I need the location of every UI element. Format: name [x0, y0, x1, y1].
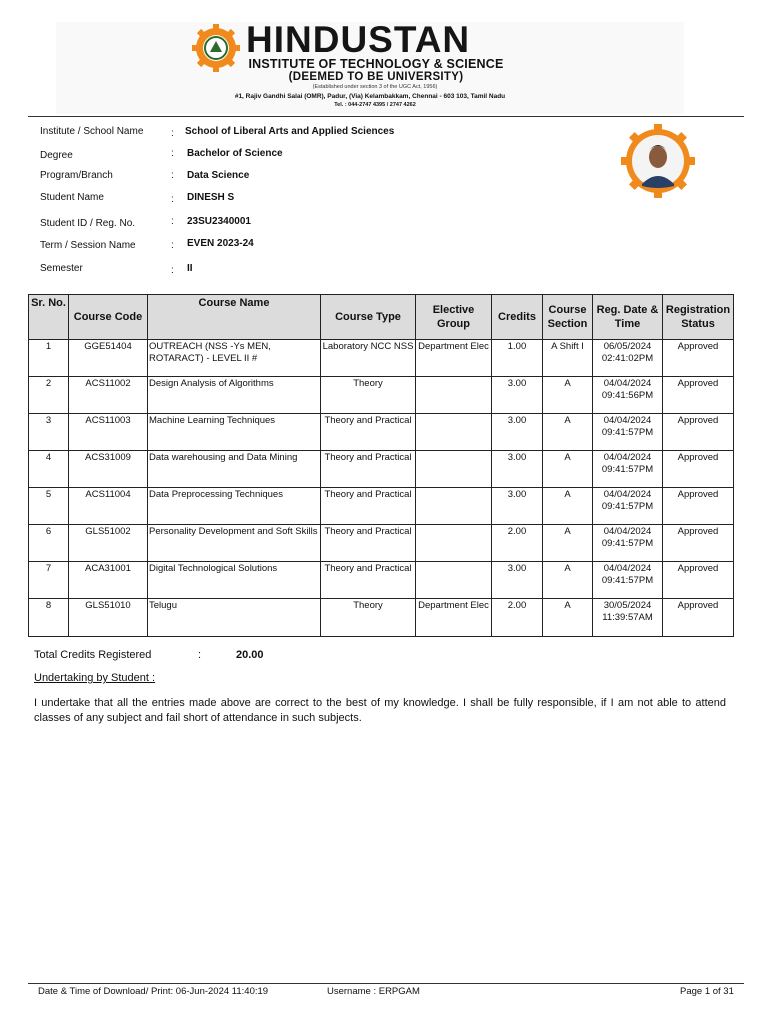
university-address: #1, Rajiv Gandhi Salai (OMR), Padur, (Via) Kelambakkam, Chennai - 603 103, Tamil Nadu [234, 93, 506, 100]
info-label: Semester [40, 263, 83, 274]
reg-date: 06/05/2024 [603, 341, 652, 352]
reg-time: 09:41:56PM [601, 390, 654, 401]
info-colon: : [171, 170, 174, 181]
cell-course-name: Telugu [148, 599, 321, 637]
reg-date: 04/04/2024 [603, 489, 652, 500]
cell-course-section: A [543, 488, 593, 525]
university-phone: Tel. : 044-2747 4395 / 2747 4262 [334, 102, 416, 108]
header-course-code: Course Code [69, 295, 148, 340]
cell-course-section: A [543, 525, 593, 562]
download-timestamp: Date & Time of Download/ Print: 06-Jun-2024 11:40:19 [38, 986, 269, 997]
header-course-section: Course Section [543, 295, 593, 340]
cell-course-type: Theory [321, 599, 416, 637]
cell-course-name: Data warehousing and Data Mining [148, 451, 321, 488]
cell-course-name: Machine Learning Techniques [148, 414, 321, 451]
header-course-name: Course Name [148, 295, 321, 340]
info-value: EVEN 2023-24 [187, 238, 254, 249]
cell-course-type: Laboratory NCC NSS [321, 340, 416, 377]
reg-date: 04/04/2024 [603, 452, 652, 463]
university-subtitle: INSTITUTE OF TECHNOLOGY & SCIENCE [248, 57, 504, 71]
info-label: Student ID / Reg. No. [40, 218, 136, 229]
cell-reg-date-time [593, 599, 663, 637]
cell-course-code: ACA31001 [69, 562, 148, 599]
header-credits: Credits [492, 295, 543, 340]
cell-reg-date-time [593, 414, 663, 451]
cell-course-section: A [543, 599, 593, 637]
cell-status: Approved [663, 377, 734, 414]
header-reg-date-time: Reg. Date & Time [593, 295, 663, 340]
info-colon: : [171, 265, 174, 276]
cell-course-type: Theory and Practical [321, 488, 416, 525]
info-label: Institute / School Name [40, 126, 144, 137]
cell-course-name: Design Analysis of Algorithms [148, 377, 321, 414]
cell-elective-group [416, 562, 492, 599]
info-colon: : [171, 240, 174, 251]
deemed-label: (DEEMED TO BE UNIVERSITY) [288, 71, 464, 83]
cell-reg-date-time [593, 488, 663, 525]
cell-status: Approved [663, 414, 734, 451]
cell-status: Approved [663, 562, 734, 599]
cell-status: Approved [663, 451, 734, 488]
cell-reg-date-time [593, 377, 663, 414]
table-header-row [29, 295, 734, 340]
cell-course-section: A [543, 451, 593, 488]
cell-elective-group [416, 488, 492, 525]
cell-course-type: Theory and Practical [321, 525, 416, 562]
info-value: Data Science [187, 170, 250, 181]
info-label: Degree [40, 150, 73, 161]
cell-sr-no: 6 [29, 525, 69, 562]
info-colon: : [171, 148, 174, 159]
cell-elective-group: Department Elec [416, 340, 492, 377]
cell-course-code: ACS11004 [69, 488, 148, 525]
cell-reg-date-time [593, 525, 663, 562]
university-name: HINDUSTAN [246, 19, 471, 60]
info-label: Student Name [40, 192, 104, 203]
cell-course-name: Data Preprocessing Techniques [148, 488, 321, 525]
cell-elective-group: Department Elec [416, 599, 492, 637]
cell-credits: 3.00 [492, 377, 543, 414]
cell-credits: 3.00 [492, 562, 543, 599]
cell-course-code: ACS11003 [69, 414, 148, 451]
info-colon: : [171, 194, 174, 205]
cell-status: Approved [663, 525, 734, 562]
reg-time: 09:41:57PM [601, 464, 654, 475]
reg-time: 02:41:02PM [601, 353, 654, 364]
footer-divider [28, 983, 744, 984]
cell-elective-group [416, 377, 492, 414]
reg-date: 30/05/2024 [603, 600, 652, 611]
info-value: Bachelor of Science [187, 148, 283, 159]
cell-reg-date-time [593, 340, 663, 377]
total-credits-value: 20.00 [236, 649, 264, 661]
cell-course-type: Theory and Practical [321, 451, 416, 488]
table-row [29, 488, 734, 525]
info-colon: : [171, 216, 174, 227]
cell-course-section: A Shift I [543, 340, 593, 377]
cell-course-section: A [543, 562, 593, 599]
cell-elective-group [416, 414, 492, 451]
cell-course-code: GGE51404 [69, 340, 148, 377]
cell-course-type: Theory and Practical [321, 414, 416, 451]
established-note: (Established under section 3 of the UGC Act, 1956) [312, 84, 438, 90]
cell-course-code: GLS51010 [69, 599, 148, 637]
cell-course-name: Personality Development and Soft Skills [148, 525, 321, 562]
cell-credits: 1.00 [492, 340, 543, 377]
header-course-type: Course Type [321, 295, 416, 340]
table-row [29, 377, 734, 414]
header-registration-status: Registration Status [663, 295, 734, 340]
cell-course-code: ACS11002 [69, 377, 148, 414]
header-divider [28, 116, 744, 117]
cell-elective-group [416, 451, 492, 488]
cell-credits: 2.00 [492, 525, 543, 562]
undertaking-title: Undertaking by Student : [34, 672, 156, 684]
table-row [29, 451, 734, 488]
cell-sr-no: 7 [29, 562, 69, 599]
cell-sr-no: 2 [29, 377, 69, 414]
undertaking-text: I undertake that all the entries made above are correct to the best of my knowledge. I shall be fully responsible, if I am not able to attend classes of any subject and fail short of attendance in such subjects. [34, 697, 726, 724]
total-credits-label: Total Credits Registered [34, 649, 152, 661]
cell-course-name: Digital Technological Solutions [148, 562, 321, 599]
cell-course-section: A [543, 377, 593, 414]
reg-date: 04/04/2024 [603, 563, 652, 574]
reg-time: 09:41:57PM [601, 501, 654, 512]
cell-sr-no: 1 [29, 340, 69, 377]
cell-credits: 3.00 [492, 488, 543, 525]
table-row [29, 340, 734, 377]
info-value: 23SU2340001 [187, 216, 251, 227]
cell-course-name: OUTREACH (NSS -Ys MEN, ROTARACT) - LEVEL II # [148, 340, 321, 377]
info-value: DINESH S [187, 192, 235, 203]
info-value: II [187, 263, 193, 274]
cell-course-type: Theory and Practical [321, 562, 416, 599]
cell-credits: 2.00 [492, 599, 543, 637]
total-credits-colon: : [198, 649, 202, 661]
reg-time: 09:41:57PM [601, 575, 654, 586]
cell-sr-no: 5 [29, 488, 69, 525]
cell-course-section: A [543, 414, 593, 451]
cell-status: Approved [663, 599, 734, 637]
table-row [29, 525, 734, 562]
table-row [29, 414, 734, 451]
page-number: Page 1 of 31 [680, 986, 734, 997]
cell-credits: 3.00 [492, 414, 543, 451]
table-row [29, 562, 734, 599]
cell-elective-group [416, 525, 492, 562]
cell-sr-no: 8 [29, 599, 69, 637]
cell-status: Approved [663, 488, 734, 525]
student-photo [618, 124, 698, 198]
username: Username : ERPGAM [327, 986, 420, 997]
university-logo-icon [192, 24, 240, 72]
reg-date: 04/04/2024 [603, 378, 652, 389]
cell-status: Approved [663, 340, 734, 377]
info-colon: : [171, 128, 174, 139]
info-label: Term / Session Name [40, 240, 136, 251]
course-registration-table [28, 294, 734, 637]
cell-sr-no: 3 [29, 414, 69, 451]
cell-course-code: GLS51002 [69, 525, 148, 562]
reg-time: 11:39:57AM [602, 612, 653, 623]
reg-date: 04/04/2024 [603, 526, 652, 537]
header-sr-no: Sr. No. [29, 295, 69, 340]
reg-time: 09:41:57PM [601, 538, 654, 549]
cell-credits: 3.00 [492, 451, 543, 488]
reg-time: 09:41:57PM [601, 427, 654, 438]
header-elective-group: Elective Group [416, 295, 492, 340]
table-row [29, 599, 734, 637]
cell-course-type: Theory [321, 377, 416, 414]
cell-course-code: ACS31009 [69, 451, 148, 488]
cell-reg-date-time [593, 451, 663, 488]
cell-reg-date-time [593, 562, 663, 599]
info-label: Program/Branch [40, 170, 113, 181]
reg-date: 04/04/2024 [603, 415, 652, 426]
cell-sr-no: 4 [29, 451, 69, 488]
info-value: School of Liberal Arts and Applied Sciences [185, 126, 395, 137]
